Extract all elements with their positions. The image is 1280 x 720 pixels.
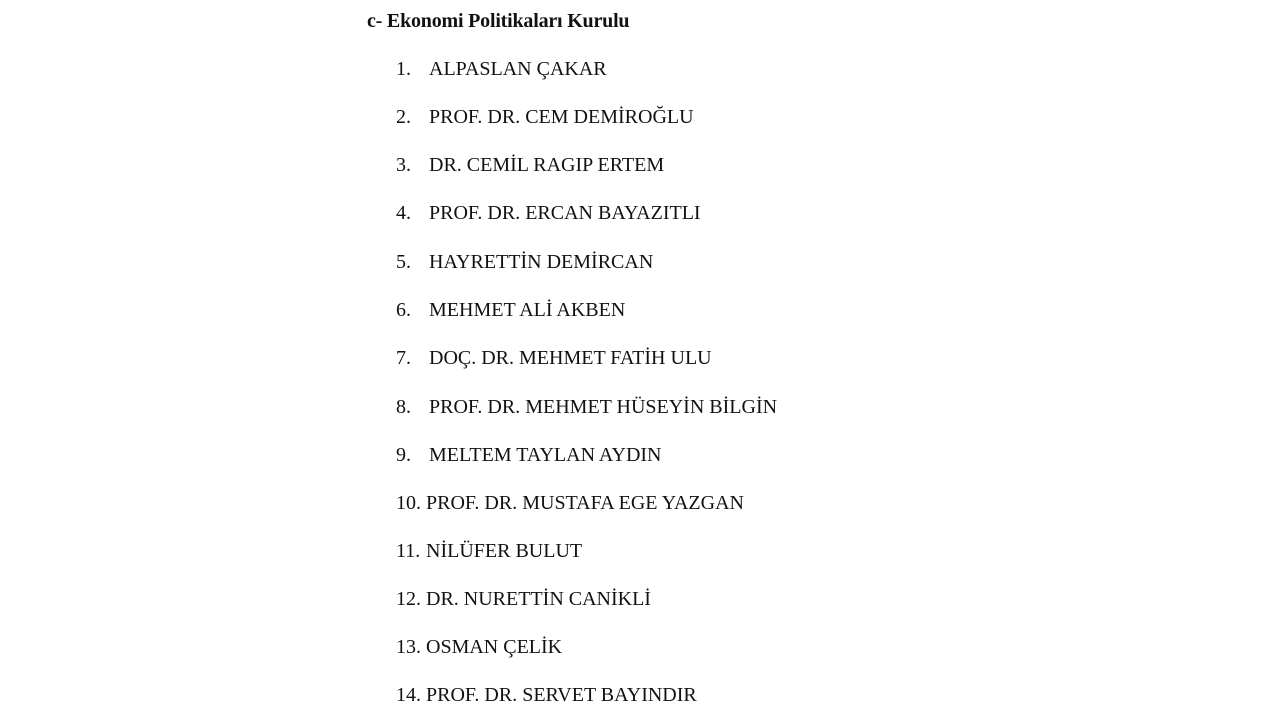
list-item (396, 200, 701, 226)
list-item (396, 152, 664, 178)
member-name: PROF. DR. ERCAN BAYAZITLI (429, 202, 701, 224)
list-item (396, 297, 625, 323)
member-name: MELTEM TAYLAN AYDIN (429, 444, 662, 466)
member-name: HAYRETTİN DEMİRCAN (429, 251, 654, 273)
list-item-number: 1. (396, 58, 411, 80)
list-item (396, 490, 744, 516)
member-name: NİLÜFER BULUT (426, 540, 583, 562)
list-item (396, 634, 562, 660)
list-item-number: 10. (396, 492, 421, 514)
list-item (396, 249, 653, 275)
list-item-number: 4. (396, 202, 411, 224)
list-item (396, 442, 662, 468)
list-item (396, 345, 712, 371)
list-item (396, 56, 607, 82)
list-item-number: 5. (396, 251, 411, 273)
list-item-number: 11. (396, 540, 421, 562)
member-name: PROF. DR. CEM DEMİROĞLU (429, 106, 694, 128)
list-item-number: 14. (396, 684, 421, 706)
list-item-number: 9. (396, 444, 411, 466)
member-name: DOÇ. DR. MEHMET FATİH ULU (429, 347, 712, 369)
member-name: ALPASLAN ÇAKAR (429, 58, 607, 80)
list-item (396, 586, 651, 612)
list-item-number: 13. (396, 636, 421, 658)
list-item (396, 538, 582, 564)
list-item-number: 7. (396, 347, 411, 369)
member-name: PROF. DR. SERVET BAYINDIR (426, 684, 697, 706)
member-name: MEHMET ALİ AKBEN (429, 299, 626, 321)
section-heading: c- Ekonomi Politikaları Kurulu (367, 10, 630, 32)
member-name: PROF. DR. MEHMET HÜSEYİN BİLGİN (429, 396, 778, 418)
list-item-number: 2. (396, 106, 411, 128)
list-item-number: 8. (396, 396, 411, 418)
list-item-number: 12. (396, 588, 421, 610)
list-item-number: 6. (396, 299, 411, 321)
list-item (396, 104, 694, 130)
list-item (396, 682, 697, 708)
list-item (396, 394, 777, 420)
member-name: OSMAN ÇELİK (426, 636, 563, 658)
member-name: PROF. DR. MUSTAFA EGE YAZGAN (426, 492, 744, 514)
member-name: DR. CEMİL RAGIP ERTEM (429, 154, 665, 176)
member-name: DR. NURETTİN CANİKLİ (426, 588, 651, 610)
list-item-number: 3. (396, 154, 411, 176)
